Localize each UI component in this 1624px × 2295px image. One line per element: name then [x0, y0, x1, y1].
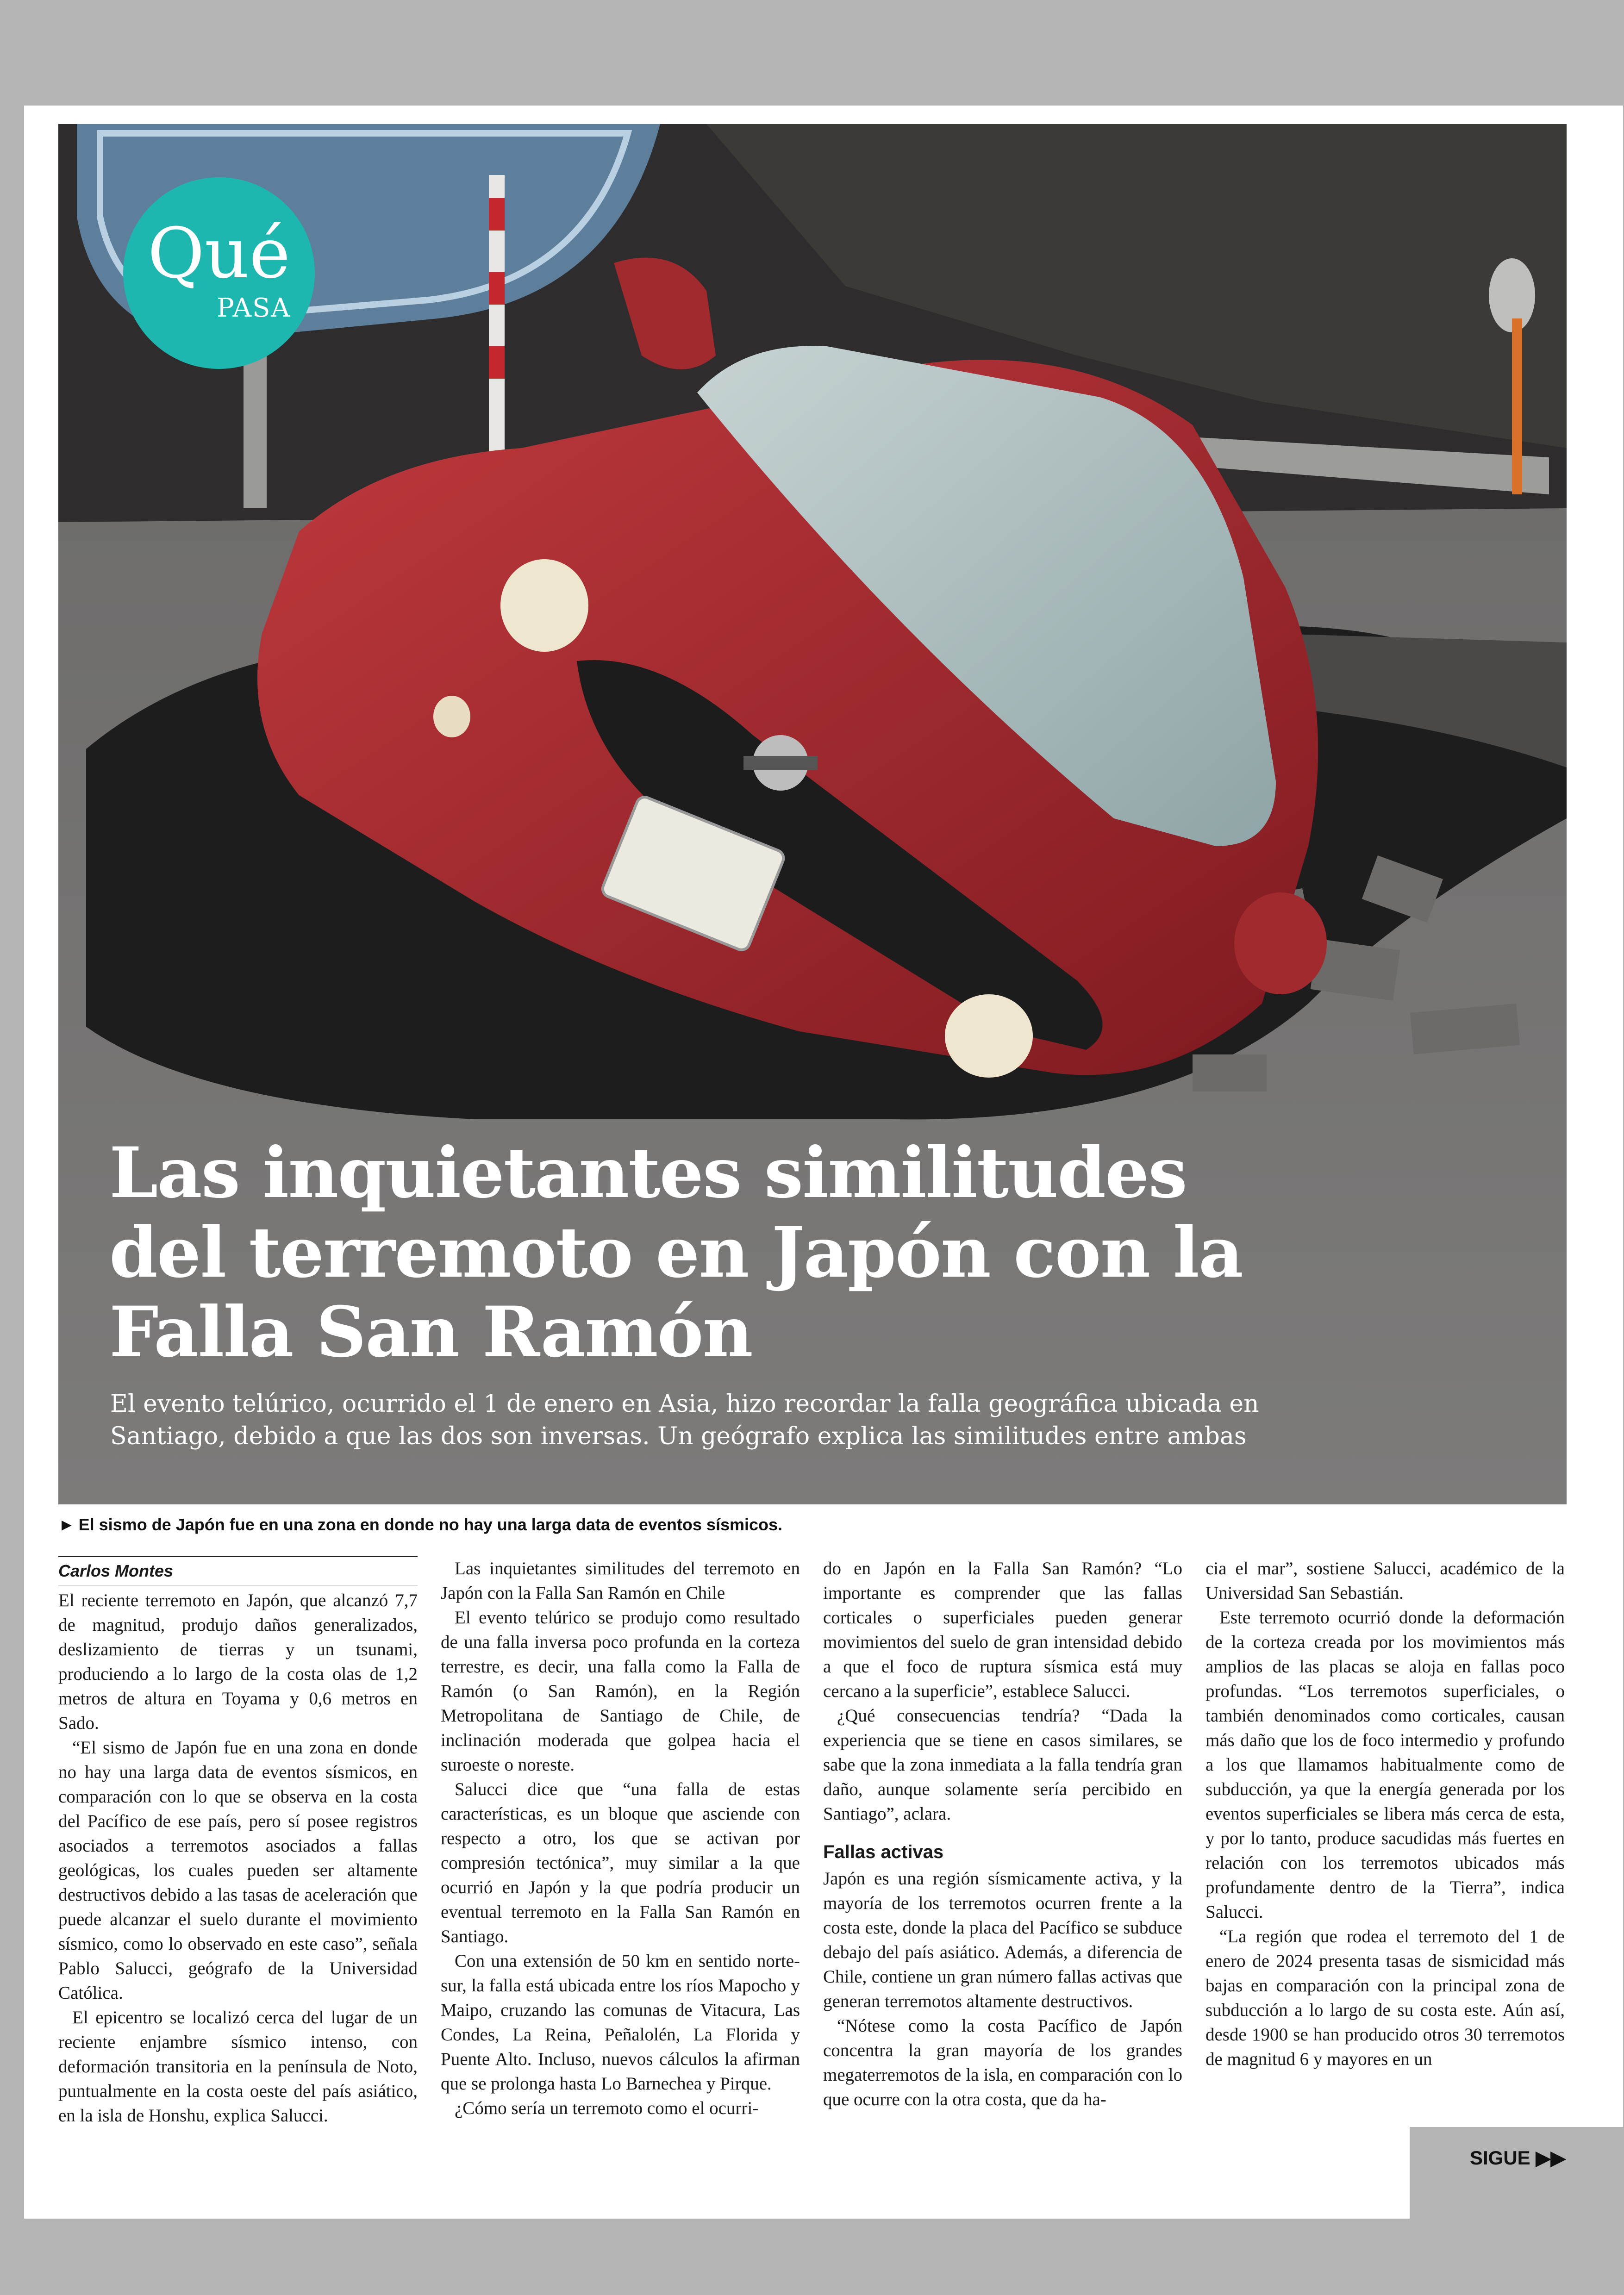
- paragraph: Las inquietantes similitudes del terremoto en Japón con la Falla San Ramón en Chile: [441, 1559, 800, 1603]
- paragraph: Japón es una región sísmicamente activa, y la mayoría de los terremotos ocurren frente a la costa este, donde la placa del Pacífico se subduce debajo del país asiático. Además, a diferencia de Chile, contiene un gran número fallas activas que generan terremotos altamente destructivos.: [823, 1869, 1182, 2011]
- paragraph: El evento telúrico se produjo como resultado de una falla inversa poco profunda en la corteza terrestre, es decir, una falla como la Falla de Ramón (o San Ramón), en la Región Metropolitana de Santiago de Chile, de inclinación moderada que golpea hacia el suroeste o noreste.: [441, 1608, 800, 1775]
- paragraph: ¿Qué consecuencias tendría? “Dada la experiencia que se tiene en casos similares, se sabe que la zona inmediata a la falla tendría gran daño, aunque solamente sería percibido en Santiago”, aclara.: [823, 1706, 1182, 1824]
- paragraph: El epicentro se localizó cerca del lugar de un reciente enjambre sísmico intenso, con deformación transitoria en la península de Noto, puntualmente en la costa oeste del país asiático, en la isla de Honshu, explica Salucci.: [58, 2008, 418, 2126]
- que-pasa-logo: [123, 177, 315, 369]
- column-3: [823, 1556, 1182, 2112]
- paragraph: El reciente terremoto en Japón, que alcanzó 7,7 de magnitud, produjo daños generalizados, deslizamiento de tierras y un tsunami, produciendo a lo largo de la costa olas de 1,2 metros de altura en Toyama y 0,6 metros en Sado.: [58, 1590, 418, 1733]
- byline: Carlos Montes: [58, 1556, 418, 1585]
- paragraph: do en Japón en la Falla San Ramón? “Lo importante es comprender que las fallas corticales o superficiales pueden generar movimientos del suelo de gran intensidad debido a que el foco de ruptura sísmica está muy cercano a la superficie”, establece Salucci.: [823, 1559, 1182, 1701]
- continue-label: SIGUE ▶▶: [1470, 2147, 1566, 2169]
- article-body: [58, 1556, 1567, 2158]
- earthquake-photo: [58, 124, 1567, 1504]
- column-1: [58, 1556, 418, 2128]
- column-2: [441, 1556, 800, 2120]
- caption-arrow-icon: ►: [58, 1515, 75, 1534]
- paragraph: “El sismo de Japón fue en una zona en donde no hay una larga data de eventos sísmicos, en comparación con lo que se observa en la costa del Pacífico de ese país, pero sí posee registros asociados a terremotos asociados a fallas geológicas, los cuales pueden ser altamente destructivos debido a las tasas de aceleración que puede alcanzar el suelo durante el movimiento sísmico, como lo observado en este caso”, señala Pablo Salucci, geógrafo de la Universidad Católica.: [58, 1738, 418, 2003]
- paragraph: cia el mar”, sostiene Salucci, académico de la Universidad San Sebastián.: [1206, 1559, 1565, 1603]
- column-4: [1206, 1556, 1565, 2071]
- paragraph: Este terremoto ocurrió donde la deformación de la corteza creada por los movimientos más amplios de las placas se aloja en fallas poco profundas. “Los terremotos superficiales, o también denominados como corticales, causan más daño que los de foco intermedio y profundo a los que llamamos habitualmente como de subducción, ya que la energía generada por los eventos superficiales se libera más cerca de esta, y por lo tanto, produce sacudidas más fuertes en relación con los terremotos ubicados más profundamente dentro de la Tierra”, indica Salucci.: [1206, 1608, 1565, 1922]
- caption-text: El sismo de Japón fue en una zona en donde no hay una larga data de eventos sísmicos.: [78, 1515, 783, 1534]
- paragraph: “Nótese como la costa Pacífico de Japón concentra la gran mayoría de los grandes megaterremotos de la isla, en comparación con lo que ocurre con la otra costa, que da ha-: [823, 2016, 1182, 2109]
- deck: El evento telúrico, ocurrido el 1 de enero en Asia, hizo recordar la falla geográfica ubicada en Santiago, debido a que las dos son inversas. Un geógrafo explica las similitudes entre ambas: [110, 1390, 1259, 1450]
- paragraph: ¿Cómo sería un terremoto como el ocurri-: [455, 2098, 759, 2118]
- paragraph: Salucci dice que “una falla de estas características, es un bloque que asciende con respecto a otro, los que se activan por compresión tectónica”, muy similar a la que ocurrió en Japón y la que podría producir un eventual terremoto en la Falla San Ramón en Santiago.: [441, 1779, 800, 1946]
- newspaper-page: [24, 106, 1623, 2219]
- headline: Las inquietantes similitudes del terremoto en Japón con la Falla San Ramón: [109, 1132, 1243, 1373]
- logo-text-main: Qué: [147, 213, 291, 294]
- logo-text-sub: PASA: [217, 293, 291, 323]
- photo-caption: [58, 1515, 1540, 1534]
- paragraph: “La región que rodea el terremoto del 1 de enero de 2024 presenta tasas de sismicidad más bajas en comparación con la principal zona de subducción a lo largo de su costa este. Aún así, desde 1900 se han producido otros 30 terremotos de magnitud 6 y mayores en un: [1206, 1927, 1565, 2069]
- continue-marker[interactable]: [1410, 2127, 1623, 2219]
- subhead: Fallas activas: [823, 1842, 944, 1862]
- paragraph: Con una extensión de 50 km en sentido norte-sur, la falla está ubicada entre los ríos Mapocho y Maipo, cruzando las comunas de Vitacura, Las Condes, La Reina, Peñalolén, La Florida y Puente Alto. Incluso, nuevos cálculos la afirman que se prolonga hasta Lo Barnechea y Pirque.: [441, 1951, 800, 2094]
